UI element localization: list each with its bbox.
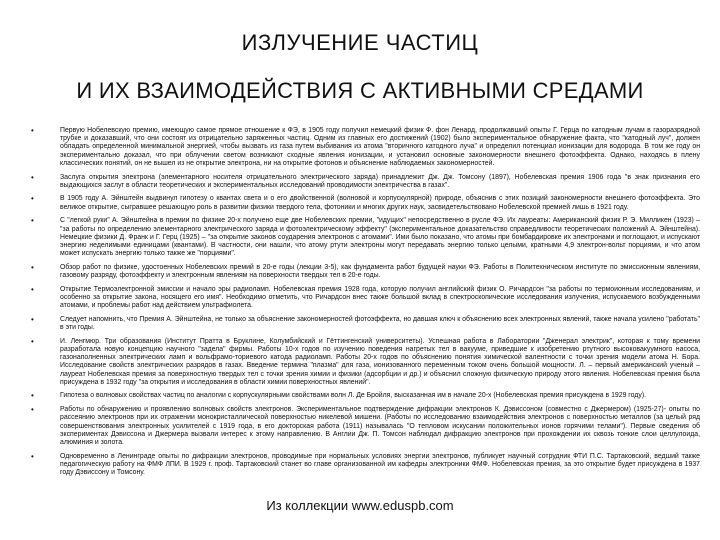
list-item-text: Первую Нобелевскую премию, имеющую самое прямое отношение к ФЭ, в 1905 году получил немецкий физик Ф. фон Ленард, продолжавший опыты Г. Герца по катодным лучам в газоразрядной трубке и доказавший, что они состоят из отрицательно заряженных частиц. Одним из главных его достижений (1902) было экспериментальное обнаружение факта, что "катодный луч", должен обладать определенной минимальной энергией, чтобы вызвать из газа путем выбивания из атома "вторичного катодного луча" и определил потенциал ионизации для водорода. В том же году он экспериментально доказал, что при облучении светом возникают сходные явления ионизации, и установил основные закономерности внешнего фотоэффекта. Однако, находясь в плену классических понятий, он не вышел из не открытие электрона, ни на открытие фотонов и объяснение наблюдаемых закономерностей. xyxy=(60,127,700,167)
list-item xyxy=(31,451,700,478)
bullet-icon: • xyxy=(31,405,34,415)
bullet-icon: • xyxy=(31,284,34,294)
list-item-text: С "легкой руки" А. Эйнштейна в премии по физике 20-х получено еще две Нобелевских премии, "идущих" непосредственно в русле ФЭ. Их лауреаты: Американский физик Р. Э. Милликен (1923) – "за работы по определению элементарного электрического заряда и фотоэлектрическому эффекту" (экспериментальное доказательство справедливости теоретических положений А. Эйнштейна). Немецкие физики Д. Франк и Г. Герц (1925) – "за открытие законов соударения электронов с атомами". Ими было показано, что атомы при бомбардировке их электронами и поглощают, и испускают энергию неделимыми единицами (квантами). В частности, они нашли, что атому ртути электроны могут передавать энергию только целыми, кратными 4,9 электрон-вольт порциями, и что атом может испускать энергию только также же "порциями". xyxy=(60,217,700,258)
list-item-text: Гипотеза о волновых свойствах частиц по аналогии с корпускулярными свойствами волн Л. Де Бройля, высказанная им в начале 20-х (Нобелевская премия присуждена в 1929 году). xyxy=(60,392,647,400)
bullet-icon: • xyxy=(31,336,34,346)
bullet-icon: • xyxy=(31,194,34,204)
list-item xyxy=(31,262,700,280)
page-title-line-1: ИЗЛУЧЕНИЕ ЧАСТИЦ xyxy=(241,30,479,55)
list-item xyxy=(31,126,700,168)
list-item xyxy=(31,405,700,447)
list-item xyxy=(31,172,700,190)
source-footer: Из коллекции www.eduspb.com xyxy=(266,498,454,513)
page-title-line-2: И ИХ ВЗАИМОДЕЙСТВИЯ С АКТИВНЫМИ СРЕДАМИ xyxy=(76,78,644,103)
list-item-text: Заслуга открытия электрона (элементарного носителя отрицательного электрического заряда) принадлежит Дж. Дж. Томсону (1897), Нобелевская премия 1906 года "в знак признания его выдающихся заслуг в области теоретических и экспериментальных исследований проводимости электричества в газах". xyxy=(60,173,700,189)
bullet-icon: • xyxy=(31,172,34,182)
bullet-icon: • xyxy=(31,391,34,401)
list-item-text: Обзор работ по физике, удостоенных Нобелевских премий в 20-е годы (лекции 3-5), как фундамента работ будущей науки ФЭ. Работы в Политехническом институте по эмиссионным явлениям, газовому разряду, фотоэффекту и электронным явлениям на поверхности твердых тел в 20-е годы. xyxy=(60,263,700,280)
bullet-list xyxy=(31,126,700,483)
list-item xyxy=(31,194,700,211)
bullet-icon: • xyxy=(31,451,34,461)
bullet-icon: • xyxy=(31,216,34,226)
list-item-text: Одновременно в Ленинграде опыты по дифракции электронов, проводимые при нормальных условиях энергии электронов, публикует научный сотрудник ФТИ П.С. Тартаковский, ведший также педагогическую работу на ФМФ ЛПИ. В 1929 г. проф. Тартаковский станет во главе организованной им кафедры электроники ФМФ. Нобелевская премия, за это открытие будет присуждена в 1937 году Дэвиссону и Томсону. xyxy=(60,452,700,477)
list-item-text: И. Ленгмюр. Три образования (Институт Пратта в Бруклине, Колумбийский и Гёттингенский университеты). Успешная работа в Лаборатории "Дженерал электрик", которая к тому времени разработала новую концепцию научного "задела" фирмы. Работы 10-х годов по изучению поведения нагретых тел в вакууме, приведшие к изобретению ртутного высоковакуумного насоса, газонаполненных электрических ламп и вольфрамо-ториевого катода радиоламп. Работы 20-х годов по объяснению понятия химической валентности с точки зрения модели атома Н. Бора. Исследование свойств электрических разрядов в газах. Введение термина "плазма" для газа, ионизованного переменным током очень большой мощности. Л. – первый американский ученый – лауреат Нобелевская премия за поверхностную твердых тел с точки зрения химии и физики (адсорбции и др.) и объяснил сложную физическую природу этого явления. Нобелевская премия была присуждена в 1932 году "за открытия и исследования в области химии поверхностных явлений". xyxy=(60,337,700,386)
list-item-text: В 1905 году А. Эйнштейн выдвинул гипотезу о квантах света и о его двойственной (волновой и корпускулярной) природе, объяснив с этих позиций закономерности внешнего фотоэффекта. Это великое открытие, сыгравшее решающую роль в развитии физики твердого тела, фотоники и многих других наук, засвидетельствовано Нобелевской премией лишь в 1921 году. xyxy=(60,195,700,211)
list-item-text: Открытие Термоэлектронной эмиссии и начало эры радиоламп. Нобелевская премия 1928 года, которую получил английский физик О. Ричардсон "за работы по термоионным исследованиям, и особенно за открытие закона, носящего его имя". Необходимо отметить, что Ричардсон внес также большой вклад в спектроскопические исследования излучения, испускаемого возбужденными атомами, и проблемы работ над действием ультрафиолета. xyxy=(60,285,700,310)
list-item-text: Следует напомнить, что Премия А. Эйнштейна, не только за объяснение закономерностей фотоэффекта, но давшая ключ к объяснению всех электронных явлений, также начала усилено "работать" в эти годы. xyxy=(60,315,700,332)
list-item xyxy=(31,391,700,401)
bullet-icon: • xyxy=(31,126,34,135)
list-item xyxy=(31,314,700,332)
bullet-icon: • xyxy=(31,262,34,272)
list-item xyxy=(31,336,700,387)
bullet-icon: • xyxy=(31,314,34,324)
list-item xyxy=(31,284,700,311)
list-item-text: Работы по обнаружению и проявлению волновых свойств электронов. Экспериментальное подтверждение дифракции электронов К. Дэвиссоном (совместно с Джермером) (1925-27)- опыты по рассеянию электронов при их отражении монокристаллической поверхностью никелевой мишени. (Работы по исследованию взаимодействия электронов с поверхностью металлов (за целый ряд совершенствования электронных усилителей с 1919 года, в его докторская работа (1911) называлась "О тепловом искусании положительных ионов горячими телами"). Первые сведения об экспериментах Дэвиссона и Джермера вызвали интерес к этому направлению. В Англии Дж. П. Томсон наблюдал дифракцию электронов при прохождении их сквозь тонкие слои целлулоида, алюминия и золота. xyxy=(60,406,700,446)
list-item xyxy=(31,216,700,258)
